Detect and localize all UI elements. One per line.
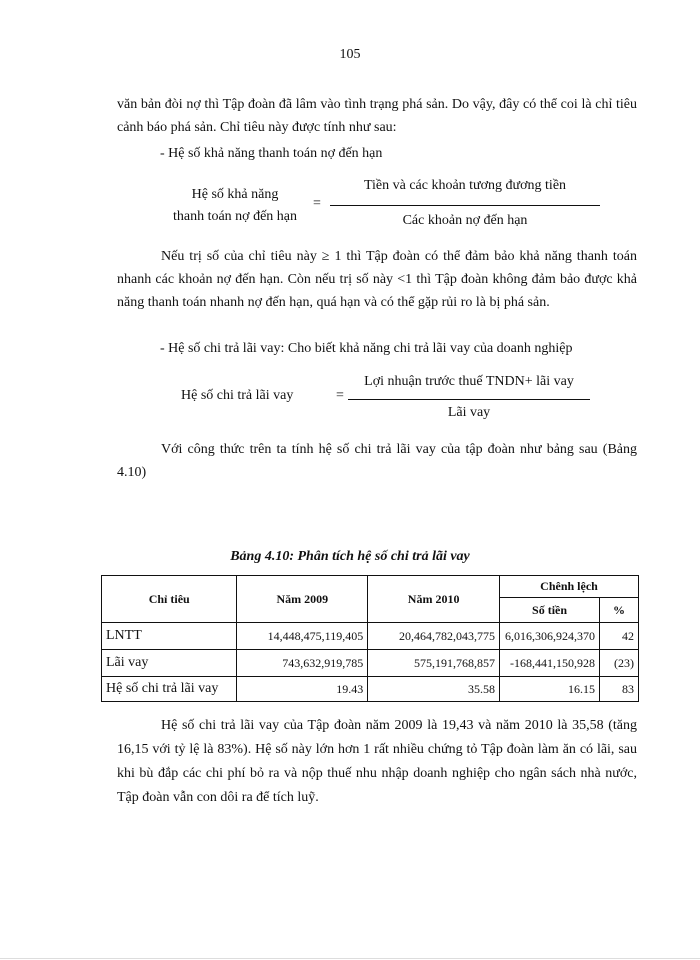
table-row [102,650,639,677]
page-bottom-divider [0,958,700,959]
formula1-equals: = [313,196,321,211]
page-number: 105 [339,47,361,62]
bullet-interest-coverage: - Hệ số chi trả lãi vay: Cho biết khả năng chi trả lãi vay của doanh nghiệp [160,341,573,356]
formula1-lhs-line1: Hệ số khả năng [191,187,279,202]
cell-2009: 19.43 [237,677,368,702]
formula2-denominator: Lãi vay [447,405,491,420]
cell-diff: 16.15 [500,677,600,702]
cell-2010: 20,464,782,043,775 [368,623,500,650]
formula2-equals: = [336,388,344,403]
header-year-2010: Năm 2010 [368,576,500,623]
cell-2010: 575,191,768,857 [368,650,500,677]
formula1-denominator: Các khoản nợ đến hạn [402,213,528,228]
row-label: Lãi vay [102,650,237,677]
table-caption: Bảng 4.10: Phân tích hệ số chi trả lãi vay [230,549,470,564]
cell-2009: 14,448,475,119,405 [237,623,368,650]
header-percent: % [600,598,639,623]
row-label: LNTT [102,623,237,650]
table-row [102,677,639,702]
cell-2010: 35.58 [368,677,500,702]
formula2-fraction-bar [348,399,590,400]
cell-pct: 42 [600,623,639,650]
bullet-liquidity-ratio: - Hệ số khả năng thanh toán nợ đến hạn [160,146,383,161]
header-chi-tieu: Chỉ tiêu [102,576,237,623]
interest-coverage-table [101,575,639,702]
formula2-numerator: Lợi nhuận trước thuế TNDN+ lãi vay [364,374,574,389]
header-chenh-lech: Chênh lệch [500,576,639,598]
formula1-lhs-line2: thanh toán nợ đến hạn [172,209,298,224]
paragraph-intro: văn bản đòi nợ thì Tập đoàn đã lâm vào tình trạng phá sản. Do vậy, đây có thể coi là chỉ tiêu cảnh báo phá sản. Chỉ tiêu này được tính như sau: [117,97,637,135]
cell-pct: (23) [600,650,639,677]
header-year-2009: Năm 2009 [237,576,368,623]
paragraph-liquidity-explanation: Nếu trị số của chỉ tiêu này ≥ 1 thì Tập đoàn có thể đảm bảo khả năng thanh toán nhanh các khoản nợ đến hạn. Còn nếu trị số này <1 thì Tập đoàn không đảm bảo được khả năng thanh toán nhanh nợ đến hạn, quá hạn và có thể gặp rủi ro là bị phá sản. [117,249,637,310]
header-so-tien: Số tiền [500,598,600,623]
table-row [102,623,639,650]
formula1-lhs [150,184,320,228]
row-label: Hệ số chi trả lãi vay [102,677,237,702]
formula1-numerator: Tiền và các khoản tương đương tiền [363,178,567,193]
paragraph-table-intro: Với công thức trên ta tính hệ số chi trả lãi vay của tập đoàn như bảng sau (Bảng 4.10) [117,442,637,480]
table-header-row-1 [102,576,639,598]
cell-pct: 83 [600,677,639,702]
cell-diff: -168,441,150,928 [500,650,600,677]
paragraph-conclusion: Hệ số chi trả lãi vay của Tập đoàn năm 2009 là 19,43 và năm 2010 là 35,58 (tăng 16,15 với tỷ lệ là 83%). Hệ số này lớn hơn 1 rất nhiều chứng tỏ Tập đoàn làm ăn có lãi, sau khi bù đắp các chi phí bỏ ra và nộp thuế nhu nhập doanh nghiệp cho ngân sách nhà nước, Tập đoàn vẫn con dôi ra để tích luỹ. [117,718,637,805]
cell-diff: 6,016,306,924,370 [500,623,600,650]
formula2-lhs: Hệ số chi trả lãi vay [181,388,294,403]
cell-2009: 743,632,919,785 [237,650,368,677]
formula1-fraction-bar [330,205,600,206]
